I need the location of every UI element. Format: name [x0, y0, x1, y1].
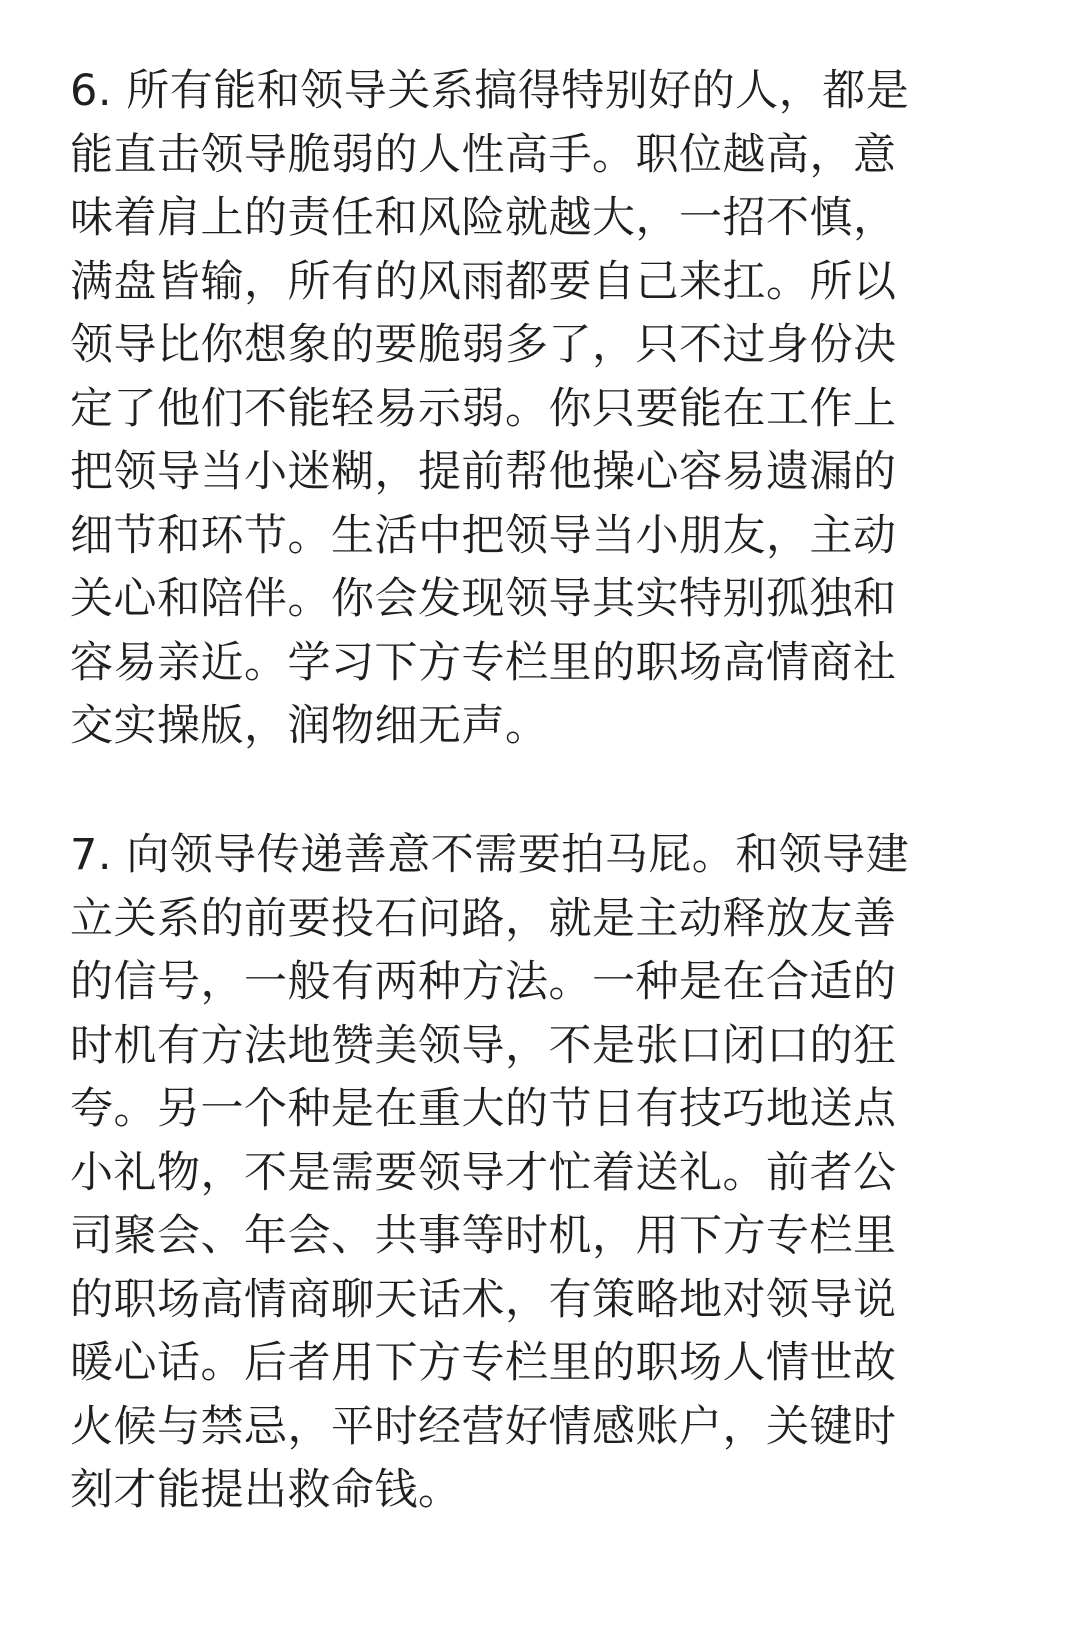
- text-line: 把领导当小迷糊，提前帮他操心容易遗漏的: [70, 447, 897, 497]
- text-line: 的信号，一般有两种方法。一种是在合适的: [70, 957, 897, 1007]
- text-line: 司聚会、年会、共事等时机，用下方专栏里: [70, 1211, 897, 1261]
- text-line: 小礼物，不是需要领导才忙着送礼。前者公: [70, 1147, 897, 1198]
- text-line: 7. 向领导传递善意不需要拍马屁。和领导建: [70, 830, 910, 880]
- paragraph-7: [70, 824, 970, 1523]
- text-line: 味着肩上的责任和风险就越大，一招不慎，: [70, 193, 897, 243]
- text-line: 容易亲近。学习下方专栏里的职场高情商社: [70, 637, 897, 688]
- text-line: 交实操版，润物细无声。: [70, 701, 549, 751]
- text-line: 暖心话。后者用下方专栏里的职场人情世故: [70, 1338, 897, 1388]
- text-line: 的职场高情商聊天话术，有策略地对领导说: [70, 1274, 897, 1325]
- text-line: 满盘皆输，所有的风雨都要自己来扛。所以: [70, 256, 897, 307]
- paragraph-6: [70, 60, 970, 759]
- text-line: 夸。另一个种是在重大的节日有技巧地送点: [70, 1084, 897, 1134]
- text-line: 6. 所有能和领导关系搞得特别好的人，都是: [70, 66, 910, 116]
- text-line: 定了他们不能轻易示弱。你只要能在工作上: [70, 383, 897, 434]
- text-line: 时机有方法地赞美领导，不是张口闭口的狂: [70, 1020, 897, 1071]
- text-line: 立关系的前要投石问路，就是主动释放友善: [70, 893, 897, 944]
- text-line: 能直击领导脆弱的人性高手。职位越高，意: [70, 129, 897, 180]
- text-line: 关心和陪伴。你会发现领导其实特别孤独和: [70, 574, 897, 624]
- text-line: 火候与禁忌，平时经营好情感账户，关键时: [70, 1401, 897, 1452]
- text-line: 领导比你想象的要脆弱多了，只不过身份决: [70, 320, 897, 370]
- text-line: 细节和环节。生活中把领导当小朋友，主动: [70, 510, 897, 561]
- text-line: 刻才能提出救命钱。: [70, 1465, 462, 1515]
